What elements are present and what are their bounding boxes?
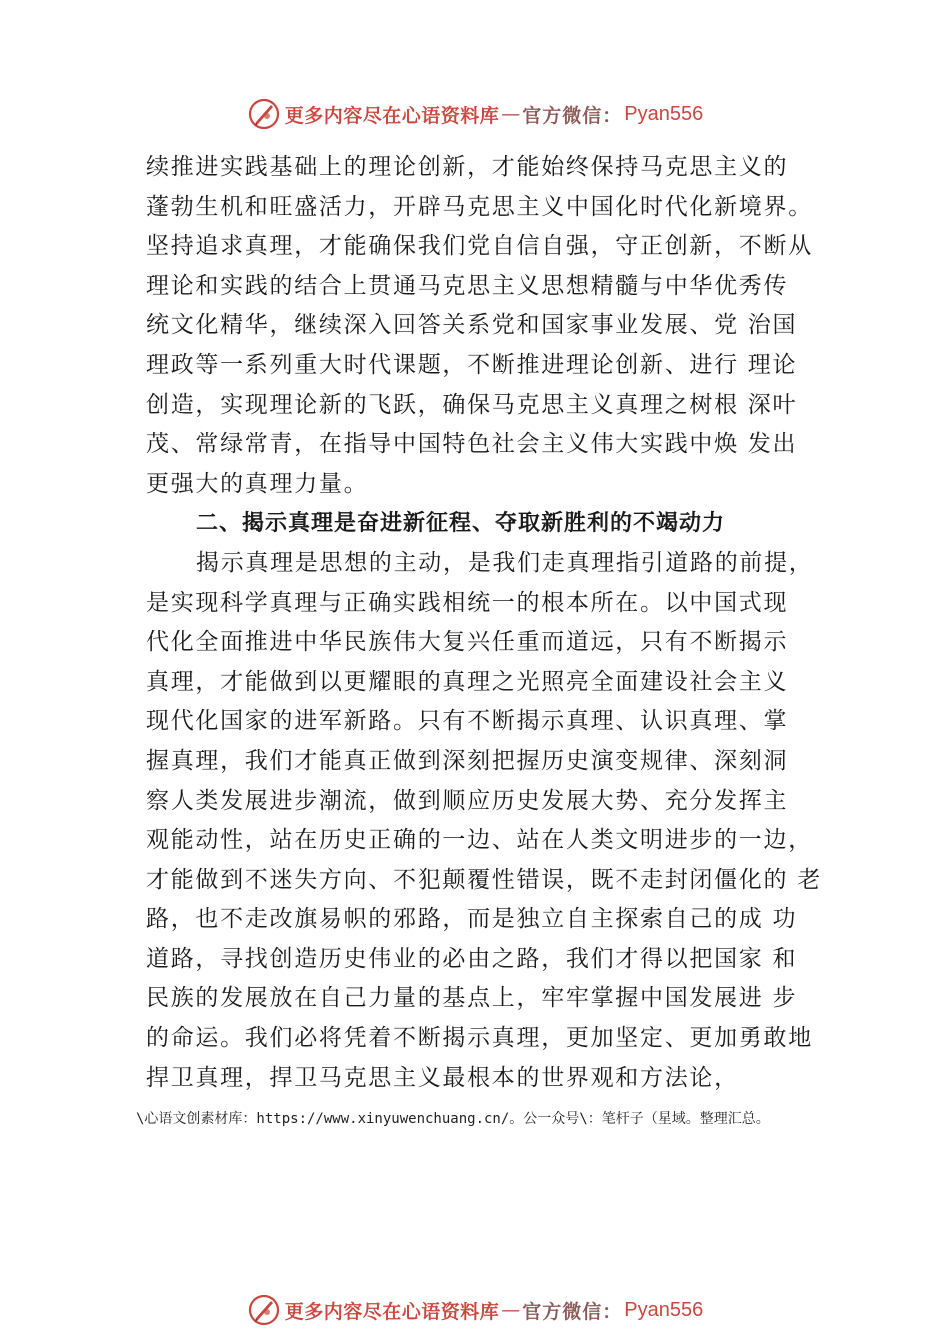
body-line: 更强大的真理力量。	[146, 470, 369, 497]
body-line: 统文化精华，继续深入回答关系党和国家事业发展、党 治国	[146, 312, 798, 339]
body-line: 握真理，我们才能真正做到深刻把握历史演变规律、深刻洞	[146, 747, 789, 774]
body-line: 蓬勃生机和旺盛活力，开辟马克思主义中国化时代化新境界。	[146, 193, 813, 220]
body-line: 茂、常绿常青，在指导中国特色社会主义伟大实践中焕 发出	[146, 431, 798, 458]
body-line: 理政等一系列重大时代课题，不断推进理论创新、进行 理论	[146, 351, 798, 378]
banner-wechat-id: Pyan556	[624, 102, 704, 125]
body-line: 的命运。我们必将凭着不断揭示真理，更加坚定、更加勇敢地	[146, 1025, 813, 1052]
banner-wechat-label: 官方微信：	[522, 1300, 623, 1323]
body-line: 路，也不走改旗易帜的邪路，而是独立自主探索自己的成 功	[146, 906, 798, 933]
quill-seal-logo-icon	[247, 97, 281, 131]
body-line: 是实现科学真理与正确实践相统一的根本所在。以中国式现	[146, 589, 789, 616]
banner-wechat-id: Pyan556	[624, 1298, 704, 1321]
banner-title: 更多内容尽在心语资料库	[284, 1300, 500, 1323]
document-body	[146, 148, 836, 1098]
banner-separator: —	[501, 103, 521, 125]
body-line: 理论和实践的结合上贯通马克思主义思想精髓与中华优秀传	[146, 272, 789, 299]
body-line: 察人类发展进步潮流，做到顺应历史发展大势、充分发挥主	[146, 787, 789, 814]
body-line: 坚持追求真理，才能确保我们党自信自强，守正创新，不断从	[146, 233, 813, 260]
section-heading: 二、揭示真理是奋进新征程、夺取新胜利的不竭动力	[196, 511, 726, 537]
body-line: 民族的发展放在自己力量的基点上，牢牢掌握中国发展进 步	[146, 985, 798, 1012]
body-line: 现代化国家的进军新路。只有不断揭示真理、认识真理、掌	[146, 708, 789, 735]
banner-title: 更多内容尽在心语资料库	[284, 104, 500, 127]
quill-seal-logo-icon	[247, 1293, 281, 1327]
body-line: 捍卫真理，捍卫马克思主义最根本的世界观和方法论，	[146, 1064, 739, 1091]
body-line: 真理，才能做到以更耀眼的真理之光照亮全面建设社会主义	[146, 668, 789, 695]
body-line: 续推进实践基础上的理论创新，才能始终保持马克思主义的	[146, 154, 789, 180]
body-line: 道路，寻找创造历史伟业的必由之路，我们才得以把国家 和	[146, 945, 798, 972]
header-banner	[0, 92, 950, 136]
banner-wechat-label: 官方微信：	[522, 104, 623, 127]
body-line: 代化全面推进中华民族伟大复兴任重而道远，只有不断揭示	[146, 629, 789, 656]
banner-separator: —	[501, 1299, 521, 1321]
paragraph-first-line: 揭示真理是思想的主动，是我们走真理指引道路的前提，	[196, 549, 814, 576]
body-line: 创造，实现理论新的飞跃，确保马克思主义真理之树根 深叶	[146, 391, 798, 418]
body-line: 观能动性，站在历史正确的一边、站在人类文明进步的一边，	[146, 827, 813, 854]
source-footnote: \心语文创素材库：https://www.xinyuwenchuang.cn/。公一众号\：笔杆子（星域。整理汇总。	[136, 1111, 770, 1127]
body-line: 才能做到不迷失方向、不犯颠覆性错误，既不走封闭僵化的 老	[146, 866, 822, 893]
footer-banner	[0, 1288, 950, 1332]
